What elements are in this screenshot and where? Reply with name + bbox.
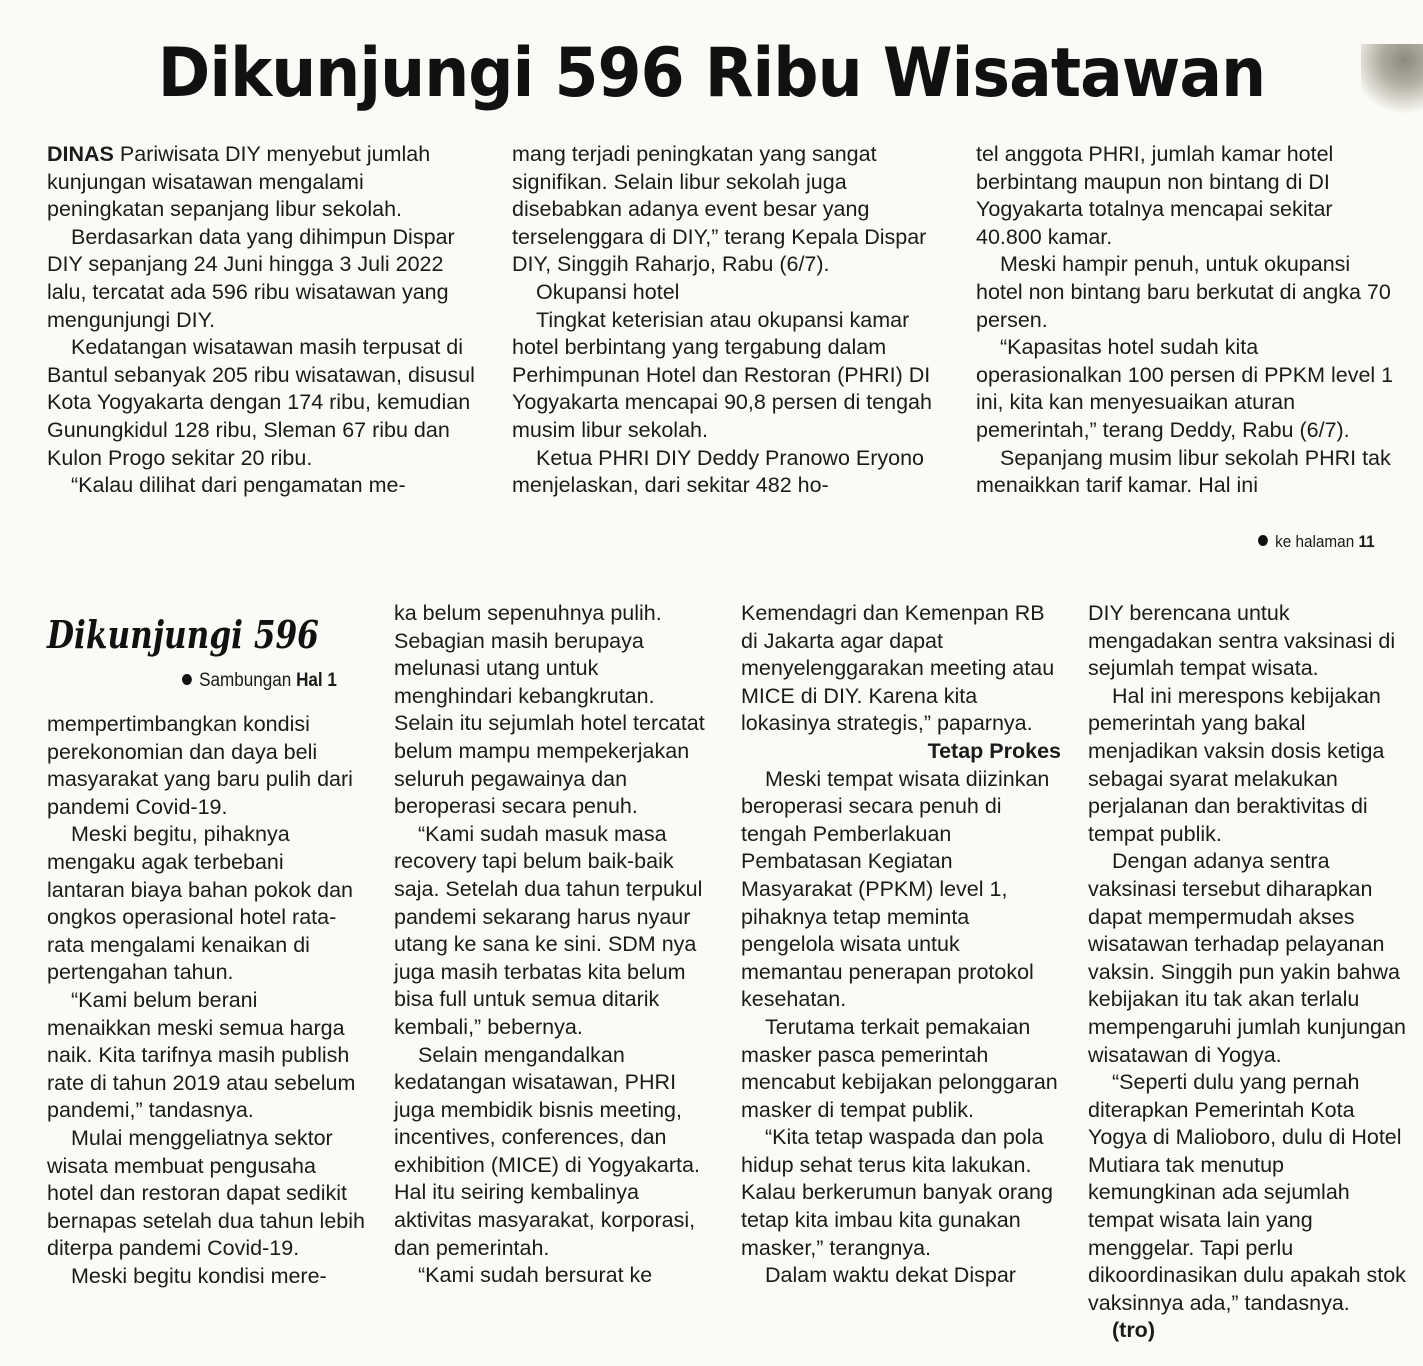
article-column-top-3 — [976, 141, 1396, 500]
paragraph-text: Dalam waktu dekat Dispar — [765, 1263, 1016, 1288]
article-paragraph — [741, 1124, 1061, 1262]
article-column-bottom-1 — [47, 711, 367, 1290]
paragraph-text: Selain mengandalkan kedatangan wisatawan, PHRI juga membidik bisnis meeting, incentives, conferences, dan exhibition (MICE) di Yogyakarta. Hal itu seiring kembalinya aktivitas masyarakat, korporasi, dan pemerintah. — [394, 1042, 700, 1260]
article-column-bottom-3 — [741, 600, 1061, 1290]
jump-label: ke halaman — [1275, 532, 1355, 551]
article-paragraph — [1088, 848, 1406, 1069]
article-column-bottom-4 — [1088, 600, 1406, 1345]
paragraph-text: “Kapasitas hotel sudah kita operasionalkan 100 persen di PPKM level 1 ini, kita kan menyesuaikan aturan pemerintah,” terang Deddy, Rabu (6/7). — [976, 335, 1394, 442]
continuation-reference — [182, 670, 337, 692]
article-paragraph — [47, 821, 367, 987]
article-paragraph — [47, 224, 477, 334]
section-subheading: Tetap Prokes — [927, 738, 1061, 763]
article-paragraph — [741, 600, 1061, 738]
article-paragraph — [47, 1263, 367, 1291]
paragraph-text: (tro) — [1112, 1318, 1155, 1343]
paragraph-text: Sepanjang musim libur sekolah PHRI tak menaikkan tarif kamar. Hal ini — [976, 445, 1391, 498]
article-paragraph — [47, 141, 477, 224]
continuation-ref-page: Hal 1 — [296, 670, 337, 691]
bullet-icon — [1258, 535, 1268, 546]
paragraph-text: Tingkat keterisian atau okupansi kamar hotel berbintang yang tergabung dalam Perhimpunan Hotel dan Restoran (PHRI) DI Yogyakarta mencapai 90,8 persen di tengah musim libur sekolah. — [512, 307, 932, 442]
paragraph-text: mempertimbangkan kondisi perekonomian dan daya beli masyarakat yang baru pulih dari pandemi Covid-19. — [47, 712, 353, 819]
article-paragraph — [1088, 600, 1406, 683]
article-paragraph — [976, 334, 1396, 444]
paragraph-text: “Kami belum berani menaikkan meski semua harga naik. Kita tarifnya masih publish rate di tahun 2019 atau sebelum pandemi,” tandasnya. — [47, 987, 356, 1123]
paragraph-text: Meski begitu kondisi mere- — [71, 1263, 327, 1288]
article-paragraph — [976, 445, 1396, 500]
paragraph-text: “Kalau dilihat dari pengamatan me- — [71, 473, 406, 498]
paragraph-text: Okupansi hotel — [536, 279, 680, 304]
paragraph-text: Dengan adanya sentra vaksinasi tersebut diharapkan dapat mempermudah akses wisatawan terhadap pelayanan vaksin. Singgih pun yakin bahwa kebijakan itu tak akan terlalu mempengaruhi jumlah kunjungan wisatawan di Yogya. — [1088, 849, 1406, 1067]
article-paragraph — [512, 445, 932, 500]
article-paragraph — [741, 766, 1061, 1014]
article-paragraph — [512, 307, 932, 445]
article-paragraph — [394, 600, 710, 821]
paragraph-text: Meski hampir penuh, untuk okupansi hotel non bintang baru berkutat di angka 70 persen. — [976, 252, 1391, 332]
article-paragraph — [512, 141, 932, 279]
paragraph-text: Hal ini merespons kebijakan pemerintah yang bakal menjadikan vaksin dosis ketiga sebagai syarat melakukan perjalanan dan beraktivitas di tempat publik. — [1088, 683, 1385, 846]
paragraph-text: Pariwisata DIY menyebut jumlah kunjungan wisatawan mengalami peningkatan sepanjang libur sekolah. — [47, 142, 431, 222]
paragraph-text: mang terjadi peningkatan yang sangat signifikan. Selain libur sekolah juga disebabkan adanya event besar yang terselenggara di DIY,” terang Kepala Dispar DIY, Singgih Raharjo, Rabu (6/7). — [512, 142, 927, 277]
article-paragraph — [394, 1262, 710, 1290]
article-column-bottom-2 — [394, 600, 710, 1290]
paragraph-text: ka belum sepenuhnya pulih. Sebagian masih berupaya melunasi utang untuk menghindari kebangkrutan. Selain itu sejumlah hotel tercatat belum mampu mempekerjakan seluruh pegawainya dan beroperasi secara penuh. — [394, 601, 705, 819]
article-paragraph — [1088, 1069, 1406, 1317]
paragraph-text: Berdasarkan data yang dihimpun Dispar DIY sepanjang 24 Juni hingga 3 Juli 2022 lalu, tercatat ada 596 ribu wisatawan yang mengunjungi DIY. — [47, 224, 455, 332]
paragraph-text: Meski tempat wisata diizinkan beroperasi secara penuh di tengah Pemberlakuan Pembatasan Kegiatan Masyarakat (PPKM) level 1, pihaknya tetap meminta pengelola wisata untuk memantau penerapan protokol kesehatan. — [741, 766, 1050, 1012]
article-paragraph — [976, 141, 1396, 251]
paragraph-text: Meski begitu, pihaknya mengaku agak terbebani lantaran biaya bahan pokok dan ongkos operasional hotel rata-rata mengalami kenaikan di pertengahan tahun. — [47, 822, 354, 985]
article-paragraph — [47, 334, 477, 472]
article-paragraph — [47, 987, 367, 1125]
article-paragraph — [1088, 683, 1406, 849]
jump-page: 11 — [1358, 532, 1375, 551]
article-paragraph — [47, 1125, 367, 1263]
article-paragraph — [1088, 1317, 1406, 1345]
bullet-icon — [182, 674, 192, 685]
article-paragraph — [47, 711, 367, 821]
paragraph-text: “Kami sudah bersurat ke — [418, 1263, 653, 1288]
paragraph-text: Ketua PHRI DIY Deddy Pranowo Eryono menjelaskan, dari sekitar 482 ho- — [512, 445, 924, 498]
lead-word: DINAS — [47, 142, 114, 166]
headline: Dikunjungi 596 Ribu Wisatawan — [157, 34, 1266, 113]
paragraph-text: Mulai menggeliatnya sektor wisata membuat pengusaha hotel dan restoran dapat sedikit bernapas setelah dua tahun lebih diterpa pandemi Covid-19. — [47, 1125, 365, 1261]
article-paragraph — [741, 1014, 1061, 1124]
paragraph-text: Kemendagri dan Kemenpan RB di Jakarta agar dapat menyelenggarakan meeting atau MICE di DIY. Karena kita lokasinya strategis,” paparnya. — [741, 601, 1055, 736]
paragraph-text: “Kita tetap waspada dan pola hidup sehat terus kita lakukan. Kalau berkerumun banyak orang tetap kita imbau kita gunakan masker,” terangnya. — [741, 1125, 1053, 1260]
jump-reference — [1258, 532, 1375, 552]
article-column-top-1 — [47, 141, 477, 500]
paragraph-text: “Kami sudah masuk masa recovery tapi belum baik-baik saja. Setelah dua tahun terpukul pandemi sekarang harus nyaur utang ke sana ke sini. SDM nya juga masih terbatas kita belum bisa full untuk semua ditarik kembali,” bebernya. — [394, 821, 703, 1039]
article-column-top-2 — [512, 141, 932, 500]
article-paragraph — [394, 1042, 710, 1263]
article-paragraph — [512, 279, 932, 307]
paragraph-text: “Seperti dulu yang pernah diterapkan Pemerintah Kota Yogya di Malioboro, dulu di Hotel Mutiara tak menutup kemungkinan ada sejumlah tempat wisata lain yang menggelar. Tapi perlu dikoordinasikan dulu apakah stok vaksinnya ada,” tandasnya. — [1088, 1070, 1406, 1315]
article-paragraph — [976, 251, 1396, 334]
paragraph-text: Terutama terkait pemakaian masker pasca pemerintah mencabut kebijakan pelonggaran masker di tempat publik. — [741, 1014, 1058, 1122]
paragraph-text: DIY berencana untuk mengadakan sentra vaksinasi di sejumlah tempat wisata. — [1088, 601, 1396, 681]
continuation-title: Dikunjungi 596 — [47, 612, 319, 657]
article-paragraph — [741, 1262, 1061, 1290]
article-paragraph — [47, 472, 477, 500]
paragraph-text: tel anggota PHRI, jumlah kamar hotel berbintang maupun non bintang di DI Yogyakarta totalnya mencapai sekitar 40.800 kamar. — [976, 142, 1334, 249]
article-paragraph — [394, 821, 710, 1042]
continuation-ref-label: Sambungan — [199, 670, 292, 691]
paragraph-text: Kedatangan wisatawan masih terpusat di Bantul sebanyak 205 ribu wisatawan, disusul Kota Yogyakarta dengan 174 ribu, kemudian Gunungkidul 128 ribu, Sleman 67 ribu dan Kulon Progo sekitar 20 ribu. — [47, 335, 475, 470]
